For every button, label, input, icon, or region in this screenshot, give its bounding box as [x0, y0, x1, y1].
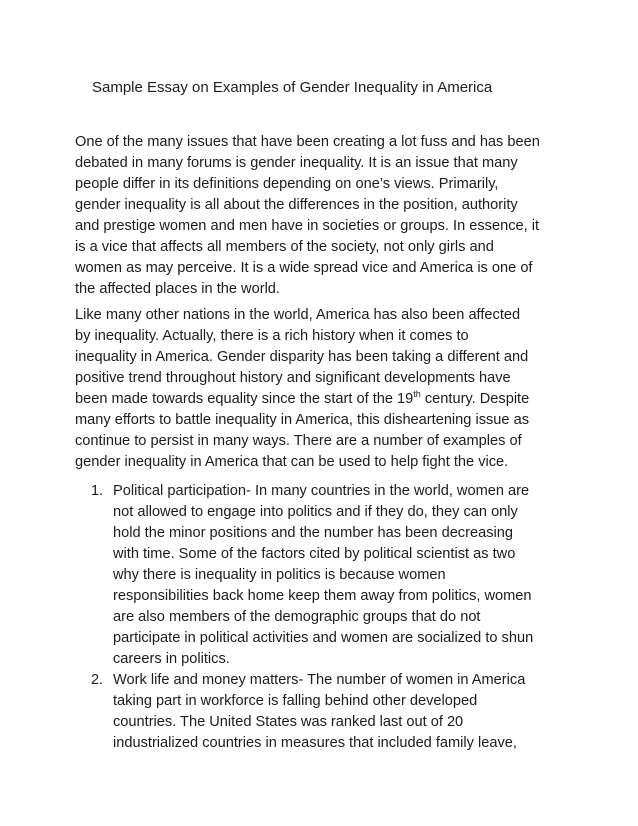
text-line: debated in many forums is gender inequality. It is an issue that many [75, 155, 518, 171]
text-line: gender inequality in America that can be used to help fight the vice. [75, 454, 509, 470]
text-line: hold the minor positions and the number has been decreasing [113, 525, 513, 541]
text-line: people differ in its definitions depending on one’s views. Primarily, [75, 176, 499, 192]
text-line: Work life and money matters- The number of women in America [113, 672, 526, 688]
text-line: One of the many issues that have been creating a lot fuss and has been [75, 134, 540, 150]
text-line: industrialized countries in measures that included family leave, [113, 735, 517, 751]
text-line: Political participation- In many countries in the world, women are [113, 483, 530, 499]
text-line: women as may perceive. It is a wide spread vice and America is one of [75, 260, 533, 276]
text-line: careers in politics. [113, 651, 230, 667]
text-line: Like many other nations in the world, America has also been affected [75, 307, 521, 323]
list-item-political-participation [75, 481, 565, 670]
examples-list [75, 481, 565, 754]
text-line: responsibilities back home keep them away from politics, women [113, 588, 532, 604]
text-line: positive trend throughout history and significant developments have [75, 370, 511, 386]
superscript-ordinal: th [413, 389, 421, 400]
text-line: and prestige women and men have in societies or groups. In essence, it [75, 218, 540, 234]
text-line: many efforts to battle inequality in America, this disheartening issue as [75, 412, 530, 428]
text-line: participate in political activities and women are socialized to shun [113, 630, 534, 646]
list-number: 2. [91, 672, 104, 688]
text-line: continue to persist in many ways. There are a number of examples of [75, 433, 522, 449]
text-line: countries. The United States was ranked last out of 20 [113, 714, 464, 730]
text-line: gender inequality is all about the differences in the position, authority [75, 197, 518, 213]
text-line-with-superscript [75, 389, 565, 410]
text-line: are also members of the demographic groups that do not [113, 609, 481, 625]
list-item-work-life [75, 670, 565, 754]
text-fragment: century. Despite [420, 391, 530, 407]
document-body [75, 132, 565, 754]
text-line: with time. Some of the factors cited by political scientist as two [113, 546, 516, 562]
text-line: why there is inequality in politics is because women [113, 567, 446, 583]
paragraph-intro [75, 132, 565, 300]
text-line: the affected places in the world. [75, 281, 280, 297]
text-line: is a vice that affects all members of the society, not only girls and [75, 239, 494, 255]
text-line: inequality in America. Gender disparity has been taking a different and [75, 349, 529, 365]
document-title: Sample Essay on Examples of Gender Inequality in America [92, 79, 493, 96]
text-line: by inequality. Actually, there is a rich history when it comes to [75, 328, 469, 344]
text-line: not allowed to engage into politics and if they do, they can only [113, 504, 518, 520]
list-number: 1. [91, 483, 104, 499]
text-fragment: been made towards equality since the start of the 19 [75, 391, 414, 407]
paragraph-history [75, 305, 565, 473]
text-line: taking part in workforce is falling behind other developed [113, 693, 478, 709]
